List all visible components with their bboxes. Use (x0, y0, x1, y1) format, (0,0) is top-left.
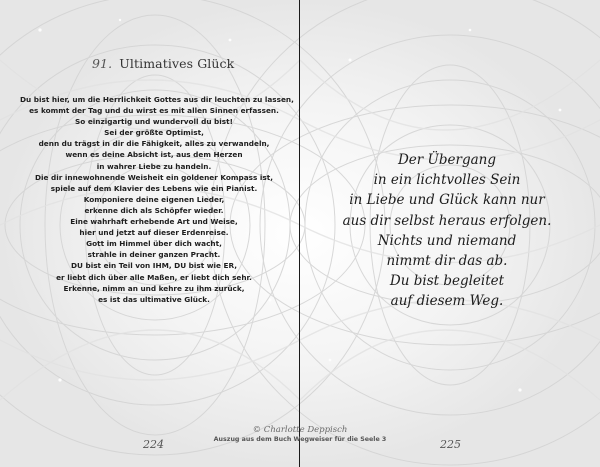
quote-line: in Liebe und Glück kann nur (349, 192, 545, 209)
copyright-credit: © Charlotte Deppisch (252, 425, 348, 435)
poem-line: Eine wahrhaft erhebende Art und Weise, (70, 217, 238, 227)
page-number-right: 225 (440, 438, 461, 451)
page-gutter (299, 0, 300, 467)
quote-line: nimmt dir das ab. (386, 253, 508, 270)
poem-line: es ist das ultimative Glück. (98, 294, 210, 304)
quote-line: in ein lichtvolles Sein (373, 172, 521, 189)
quote-line: aus dir selbst heraus erfolgen. (342, 212, 552, 229)
quote-line: auf diesem Weg. (390, 293, 504, 310)
poem-line: er liebt dich über alle Maßen, er liebt dich sehr. (56, 272, 252, 282)
poem-line: Sei der größte Optimist, (104, 128, 204, 138)
poem-line: Die dir innewohnende Weisheit ein goldener Kompass ist, (34, 172, 273, 182)
quote-line: Du bist begleitet (389, 273, 505, 290)
poem-line: erkenne dich als Schöpfer wieder. (84, 205, 224, 215)
poem-line: DU bist ein Teil von IHM, DU bist wie ER, (70, 261, 238, 271)
book-source-line: Auszug aus dem Buch Wegweiser für die Seele 3 (213, 436, 387, 443)
chapter-title-text: Ultimatives Glück (119, 56, 235, 71)
poem-line: Komponiere deine eigenen Lieder, (83, 194, 225, 204)
poem-line: strahle in deiner ganzen Pracht. (87, 250, 221, 260)
poem-line: So einzigartig und wundervoll du bist! (75, 117, 233, 127)
poem-line: in wahrer Liebe zu handeln. (96, 161, 212, 171)
poem-line: denn du trägst in dir die Fähigkeit, alles zu verwandeln, (38, 139, 270, 149)
poem-line: es kommt der Tag und du wirst es mit allen Sinnen erfassen. (29, 106, 279, 116)
poem-line: hier und jetzt auf dieser Erdenreise. (79, 228, 229, 238)
poem-line: spiele auf dem Klavier des Lebens wie ein Pianist. (50, 183, 258, 193)
poem-line: Erkenne, nimm an und kehre zu ihm zurück, (63, 283, 245, 293)
poem-line: wenn es deine Absicht ist, aus dem Herzen (65, 150, 243, 160)
poem-text (20, 94, 294, 305)
quote-line: Nichts und niemand (377, 232, 517, 249)
poem-line: Gott im Himmel über dich wacht, (86, 239, 222, 249)
chapter-title (92, 56, 234, 71)
handwritten-quote (342, 150, 552, 312)
page-number-left: 224 (143, 438, 164, 451)
poem-line: Du bist hier, um die Herrlichkeit Gottes aus dir leuchten zu lassen, (20, 95, 294, 104)
chapter-number: 91. (92, 56, 113, 71)
quote-line: Der Übergang (397, 152, 497, 168)
